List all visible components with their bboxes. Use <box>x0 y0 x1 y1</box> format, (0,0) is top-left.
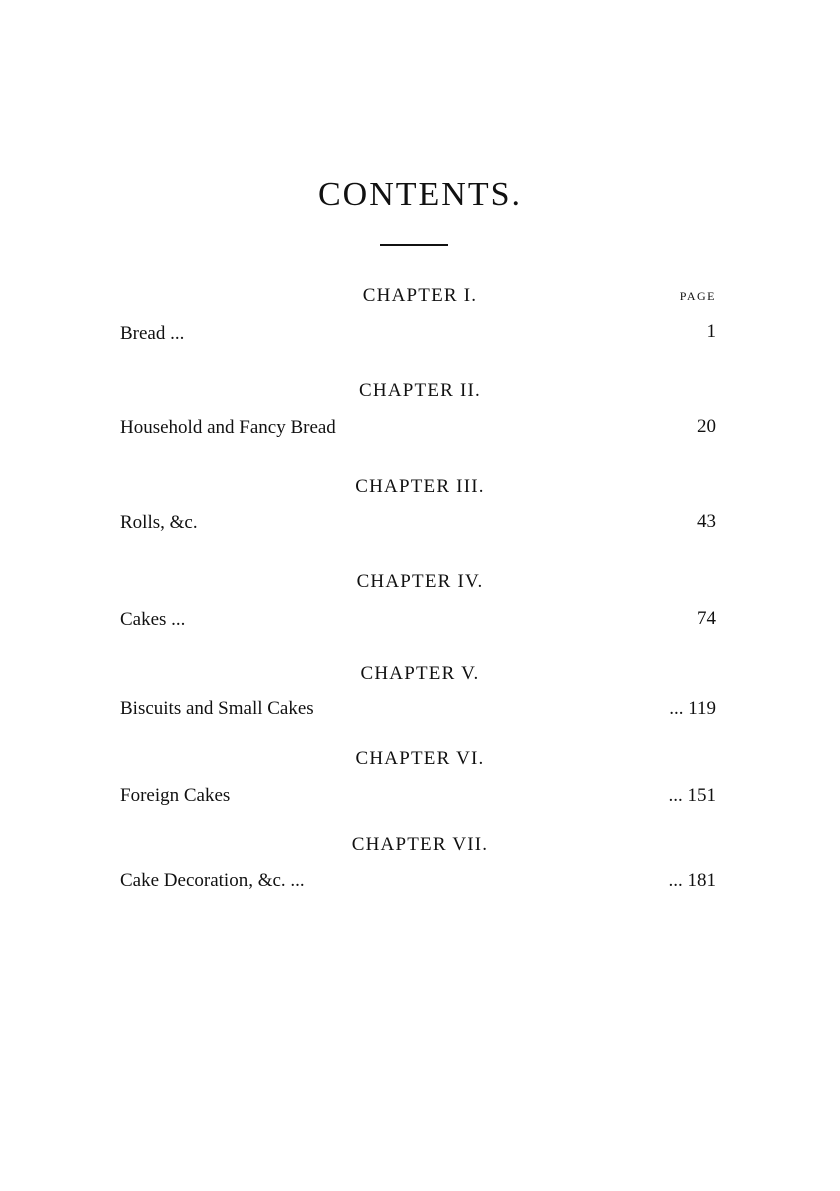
entry-page-number: 74 <box>697 608 716 629</box>
entry-page-number: 1 <box>706 321 716 342</box>
chapter-heading: CHAPTER IV. <box>356 571 484 592</box>
entry-title: Bread ... <box>120 323 185 344</box>
chapter-heading: CHAPTER V. <box>360 663 480 684</box>
page-column-label: PAGE <box>679 289 716 303</box>
entry-title: Cake Decoration, &c. ... <box>120 870 305 891</box>
chapter-heading: CHAPTER VII. <box>351 834 489 855</box>
chapter-heading: CHAPTER VI. <box>355 748 485 769</box>
chapter-heading: CHAPTER I. <box>362 285 478 306</box>
entry-page-number: ... 119 <box>669 698 716 719</box>
chapter-heading: CHAPTER III. <box>355 476 485 497</box>
entry-page-number: 43 <box>697 511 716 532</box>
entry-title: Rolls, &c. <box>120 512 198 533</box>
entry-page-number: 20 <box>697 416 716 437</box>
entry-title: Household and Fancy Bread <box>120 417 336 438</box>
page-title: CONTENTS. <box>317 176 523 213</box>
entry-page-number: ... 151 <box>668 785 716 806</box>
entry-title: Biscuits and Small Cakes <box>120 698 314 719</box>
entry-title: Foreign Cakes <box>120 785 231 806</box>
entry-page-number: ... 181 <box>668 870 716 891</box>
entry-title: Cakes ... <box>120 609 186 630</box>
title-rule <box>380 244 448 246</box>
chapter-heading: CHAPTER II. <box>359 380 481 401</box>
